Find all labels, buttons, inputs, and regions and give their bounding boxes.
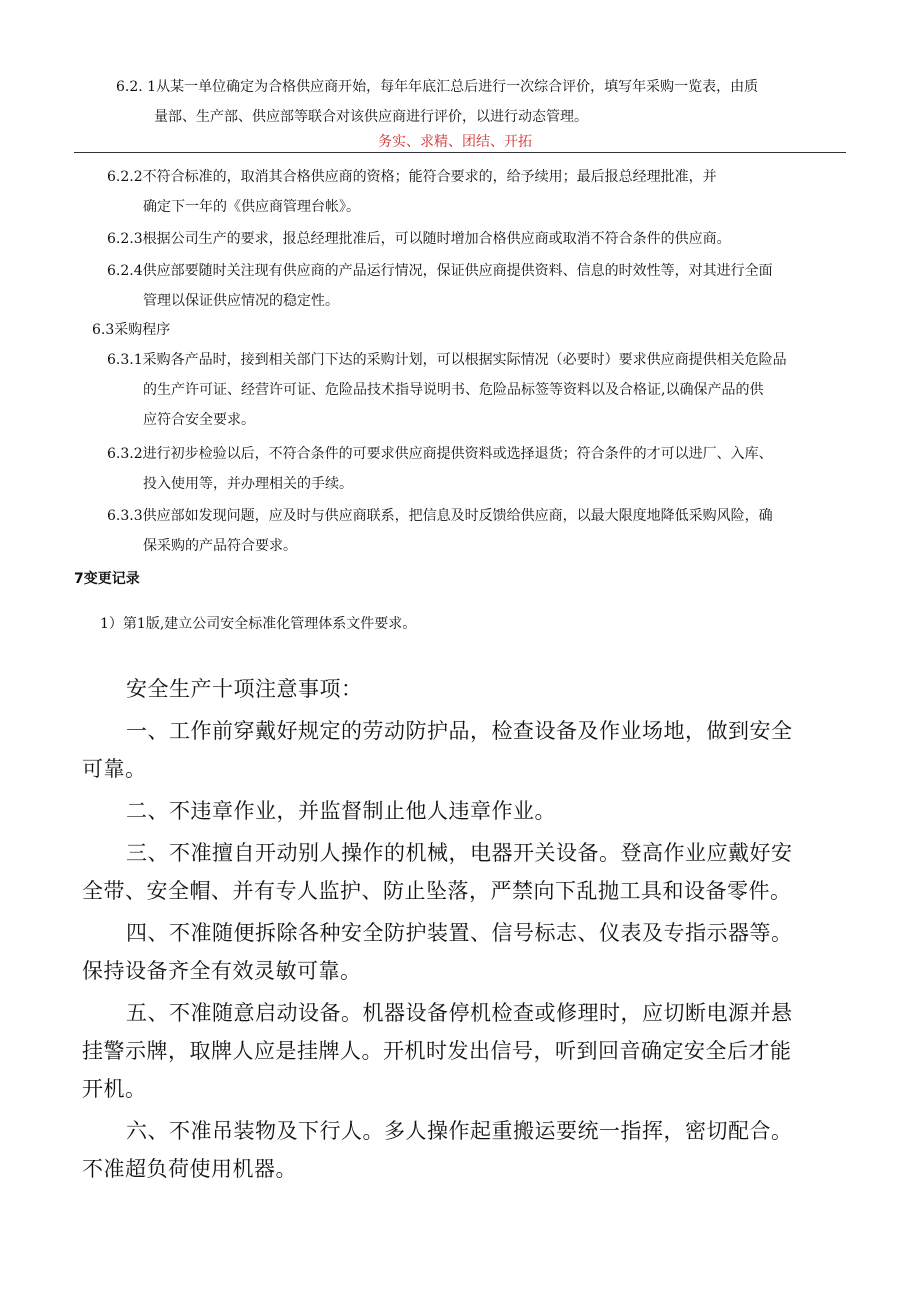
clause-6-3-1: [107, 345, 787, 435]
clause-6-2-2-line1: 6.2.2不符合标准的，取消其合格供应商的资格；能符合要求的，给予续用；最后报总经理批准，并: [107, 169, 717, 185]
clause-6-2-4-line1: 6.2.4供应部要随时关注现有供应商的产品运行情况，保证供应商提供资料、信息的时效性等，对其进行全面: [107, 263, 773, 279]
clause-6-2-4: [107, 256, 773, 316]
change-record-item: 1）第1版,建立公司安全标准化管理体系文件要求。: [100, 616, 417, 632]
safety-item-5-line1: 五、不准随意启动设备。机器设备停机检查或修理时，应切断电源并悬: [126, 1001, 793, 1025]
safety-item-5: [82, 994, 852, 1108]
section-6-3-title: 6.3采购程序: [92, 322, 171, 338]
clause-6-2-1-line1: 6.2. 1从某一单位确定为合格供应商开始，每年年底汇总后进行一次综合评价，填写年采购一览表，由质: [116, 79, 759, 95]
clause-6-2-4-line2: 管理以保证供应情况的稳定性。: [143, 293, 339, 309]
safety-item-6: [82, 1112, 852, 1188]
clause-6-2-1: [116, 72, 758, 132]
clause-6-3-1-line2: 的生产许可证、经营许可证、危险品技术指导说明书、危险品标签等资料以及合格证,以确保产品的供: [143, 382, 764, 398]
clause-6-2-3: [107, 224, 731, 254]
clause-6-3-3-line1: 6.3.3供应部如发现问题，应及时与供应商联系，把信息及时反馈给供应商，以最大限度地降低采购风险，确: [107, 508, 773, 524]
safety-item-1-line2: 可靠。: [82, 757, 147, 781]
safety-item-4: [82, 914, 852, 990]
clause-6-2-2-line2: 确定下一年的《供应商管理台帐》。: [143, 199, 360, 215]
clause-6-3-3: [107, 501, 773, 561]
safety-item-6-line2: 不准超负荷使用机器。: [82, 1157, 297, 1181]
safety-item-3: [82, 834, 852, 910]
safety-item-2-line1: 二、不违章作业，并监督制止他人违章作业。: [126, 799, 556, 823]
safety-item-5-line3: 开机。: [82, 1077, 147, 1101]
safety-item-4-line2: 保持设备齐全有效灵敏可靠。: [82, 959, 362, 983]
clause-6-3-1-line1: 6.3.1采购各产品时，接到相关部门下达的采购计划，可以根据实际情况（必要时）要求供应商提供相关危险品: [107, 352, 787, 368]
safety-item-3-line2: 全带、安全帽、并有专人监护、防止坠落，严禁向下乱抛工具和设备零件。: [82, 879, 792, 903]
section-6-3-heading: [92, 315, 170, 345]
safety-notes: [82, 670, 852, 1192]
safety-item-4-line1: 四、不准随便拆除各种安全防护装置、信号标志、仪表及专指示器等。: [126, 921, 793, 945]
clause-6-3-3-line2: 保采购的产品符合要求。: [143, 538, 297, 554]
clause-6-3-1-line3: 应符合安全要求。: [143, 412, 255, 428]
safety-item-1-line1: 一、工作前穿戴好规定的劳动防护品，检查设备及作业场地，做到安全: [126, 719, 793, 743]
header-divider: [74, 152, 846, 153]
clause-6-3-2: [107, 439, 773, 499]
safety-notes-title: 安全生产十项注意事项：: [126, 677, 363, 701]
safety-item-2: [82, 792, 852, 830]
clause-6-2-1-line2: 量部、生产部、供应部等联合对该供应商进行评价，以进行动态管理。: [154, 109, 588, 125]
company-slogan: 务实、求精、团结、开拓: [378, 134, 532, 150]
safety-item-1: [82, 712, 852, 788]
clause-6-2-2: [107, 162, 717, 222]
clause-6-3-2-line2: 投入使用等，并办理相关的手续。: [143, 476, 353, 492]
clause-6-2-3-line1: 6.2.3根据公司生产的要求，报总经理批准后，可以随时增加合格供应商或取消不符合条件的供应商。: [107, 231, 731, 247]
safety-item-3-line1: 三、不准擅自开动别人操作的机械，电器开关设备。登高作业应戴好安: [126, 841, 793, 865]
safety-item-5-line2: 挂警示牌，取牌人应是挂牌人。开机时发出信号，听到回音确定安全后才能: [82, 1039, 792, 1063]
section-7-heading: 7变更记录: [74, 571, 140, 587]
clause-6-3-2-line1: 6.3.2进行初步检验以后，不符合条件的可要求供应商提供资料或选择退货；符合条件的才可以进厂、入库、: [107, 446, 773, 462]
safety-item-6-line1: 六、不准吊装物及下行人。多人操作起重搬运要统一指挥，密切配合。: [126, 1119, 793, 1143]
